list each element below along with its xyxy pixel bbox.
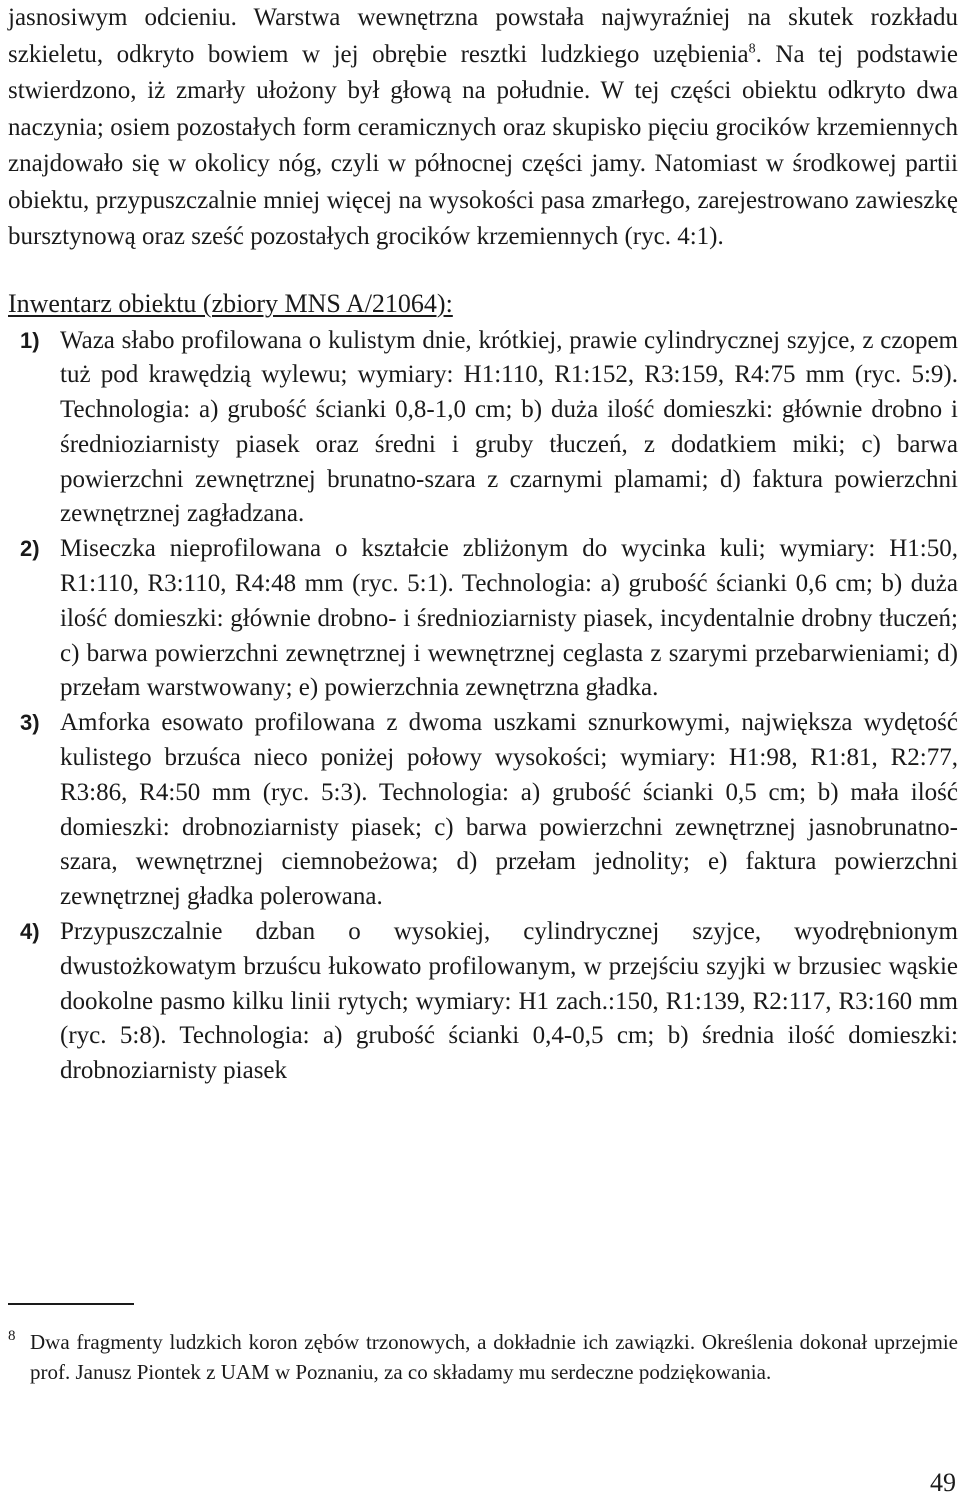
footnote-separator (8, 1303, 134, 1305)
footnote-reference[interactable]: 8 (748, 41, 756, 57)
intro-text-part2: . Na tej podstawie stwierdzono, iż zmarły ułożony był głową na południe. W tej części obiektu odkryto dwa naczynia; osiem pozostałych form ceramicznych oraz skupisko pięciu grocików krzemiennych znajdowało się w okolicy nóg, czyli w północnej części jamy. Natomiast w środkowej partii obiektu, przypuszczalnie mniej więcej na wysokości pasa zmarłego, zarejestrowano zawieszkę bursztynową oraz sześć pozostałych grocików krzemiennych (ryc. 4:1). (8, 40, 958, 250)
inventory-list (8, 324, 958, 1090)
item-description: Miseczka nieprofilowana o kształcie zbliżonym do wycinka kuli; wymiary: H1:50, R1:110, R3:110, R4:48 mm (ryc. 5:1). Technologia: a) grubość ścianki 0,6 cm; b) duża ilość domieszki: głównie drobno- i średnioziarnisty piasek, incydentalnie drobny tłuczeń; c) barwa powierzchni zewnętrznej i wewnętrznej ceglasta z szarymi przebarwieniami; d) przełam warstwowany; e) powierzchnia zewnętrzna gładka. (60, 535, 958, 702)
intro-paragraph (8, 0, 958, 256)
item-number: 4) (20, 919, 40, 945)
inventory-item (8, 915, 958, 1089)
item-number: 2) (20, 536, 40, 562)
item-description: Waza słabo profilowana o kulistym dnie, krótkiej, prawie cylindrycznej szyjce, z czopem tuż pod krawędzią wylewu; wymiary: H1:110, R1:152, R3:159, R4:75 mm (ryc. 5:9). Technologia: a) grubość ścianki 0,8-1,0 cm; b) duża ilość domieszki: głównie drobno i średnioziarnisty piasek oraz średni i gruby tłuczeń, z dodatkiem miki; c) barwa powierzchni zewnętrznej brunatno-szara z czarnymi plamami; d) faktura powierzchni zewnętrznej zagładzana. (60, 326, 958, 528)
item-number: 3) (20, 710, 40, 736)
item-description: Amforka esowato profilowana z dwoma uszkami sznurkowymi, największa wydętość kulistego brzuśca nieco poniżej połowy wysokości; wymiary: H1:98, R1:81, R2:77, R3:86, R4:50 mm (ryc. 5:3). Technologia: a) grubość ścianki 0,5 cm; b) mała ilość domieszki: drobnoziarnisty piasek; c) barwa powierzchni zewnętrznej jasnobrunatno-szara, wewnętrznej ciemnobeżowa; d) przełam jednolity; e) faktura powierzchni zewnętrznej gładka polerowana. (60, 709, 958, 911)
inventory-heading: Inwentarz obiektu (zbiory MNS A/21064): (8, 288, 453, 318)
footnote (8, 1327, 958, 1387)
item-description: Przypuszczalnie dzban o wysokiej, cylindrycznej szyjce, wyodrębnionym dwustożkowatym brzuścu łukowato profilowanym, w przejściu szyjki w brzusiec wąskie dookolne pasmo kilku linii rytych; wymiary: H1 zach.:150, R1:139, R2:117, R3:160 mm (ryc. 5:8). Technologia: a) grubość ścianki 0,4-0,5 cm; b) średnia ilość domieszki: drobnoziarnisty piasek (60, 918, 958, 1085)
intro-text-part1: jasnosiwym odcieniu. Warstwa wewnętrzna powstała najwyraźniej na skutek rozkładu szkieletu, odkryto bowiem w jej obrębie resztki ludzkiego uzębienia (8, 4, 958, 68)
page-body (8, 0, 958, 1089)
item-number: 1) (20, 327, 40, 353)
inventory-item (8, 706, 958, 915)
inventory-item (8, 324, 958, 533)
page-number: 49 (930, 1468, 956, 1497)
inventory-item (8, 532, 958, 706)
footnote-marker: 8 (8, 1328, 16, 1344)
footnote-text: Dwa fragmenty ludzkich koron zębów trzonowych, a dokładnie ich zawiązki. Określenia dokonał uprzejmie prof. Janusz Piontek z UAM w Poznaniu, za co składamy mu serdeczne podziękowania. (30, 1330, 958, 1384)
